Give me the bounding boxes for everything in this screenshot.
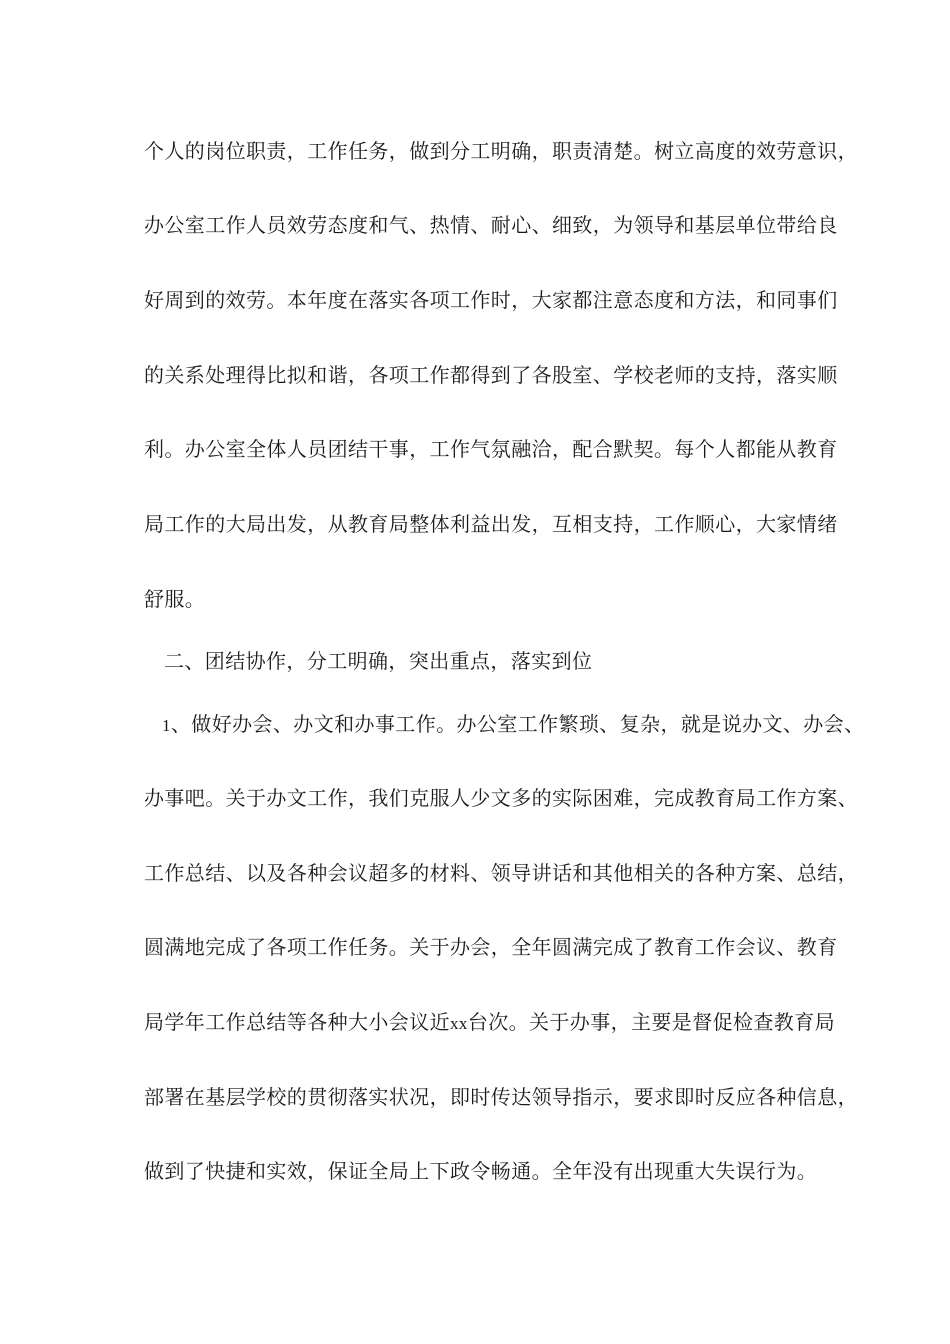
list-item-text: 、做好办会、办文和办事工作。办公室工作繁琐、复杂，就是说办文、办会、 <box>170 712 865 736</box>
paragraph-line: 圆满地完成了各项工作任务。关于办会，全年圆满完成了教育工作会议、教育 <box>144 935 838 959</box>
paragraph-line: 部署在基层学校的贯彻落实状况，即时传达领导指示，要求即时反应各种信息， <box>144 1085 858 1109</box>
paragraph-line: 个人的岗位职责，工作任务，做到分工明确，职责清楚。树立高度的效劳意识， <box>144 139 858 163</box>
paragraph-line: 局工作的大局出发，从教育局整体利益出发，互相支持，工作顺心，大家情绪 <box>144 512 838 536</box>
section-heading: 二、团结协作，分工明确，突出重点，落实到位 <box>164 649 593 673</box>
paragraph-line: 工作总结、以及各种会议超多的材料、领导讲话和其他相关的各种方案、总结， <box>144 861 858 885</box>
paragraph-line: 办公室工作人员效劳态度和气、热情、耐心、细致，为领导和基层单位带给良 <box>144 213 838 237</box>
paragraph-line: 办事吧。关于办文工作，我们克服人少文多的实际困难，完成教育局工作方案、 <box>144 786 858 810</box>
list-item-number: 1 <box>162 716 171 735</box>
meeting-text-before: 局学年工作总结等各种大小会议近 <box>144 1010 450 1034</box>
paragraph-line: 做到了快捷和实效，保证全局上下政令畅通。全年没有出现重大失误行为。 <box>144 1159 818 1183</box>
list-item-first-line <box>162 710 865 740</box>
paragraph-line: 利。办公室全体人员团结干事，工作气氛融洽，配合默契。每个人都能从教育 <box>144 437 838 461</box>
paragraph-line: 的关系处理得比拟和谐，各项工作都得到了各股室、学校老师的支持，落实顺 <box>144 363 838 387</box>
paragraph-line: 舒服。 <box>144 587 206 611</box>
meeting-text-after: 台次。关于办事，主要是督促检查教育局 <box>467 1010 836 1034</box>
meeting-count: xx <box>450 1014 468 1033</box>
paragraph-line-meetings <box>144 1008 835 1038</box>
paragraph-line: 好周到的效劳。本年度在落实各项工作时，大家都注意态度和方法，和同事们 <box>144 288 838 312</box>
